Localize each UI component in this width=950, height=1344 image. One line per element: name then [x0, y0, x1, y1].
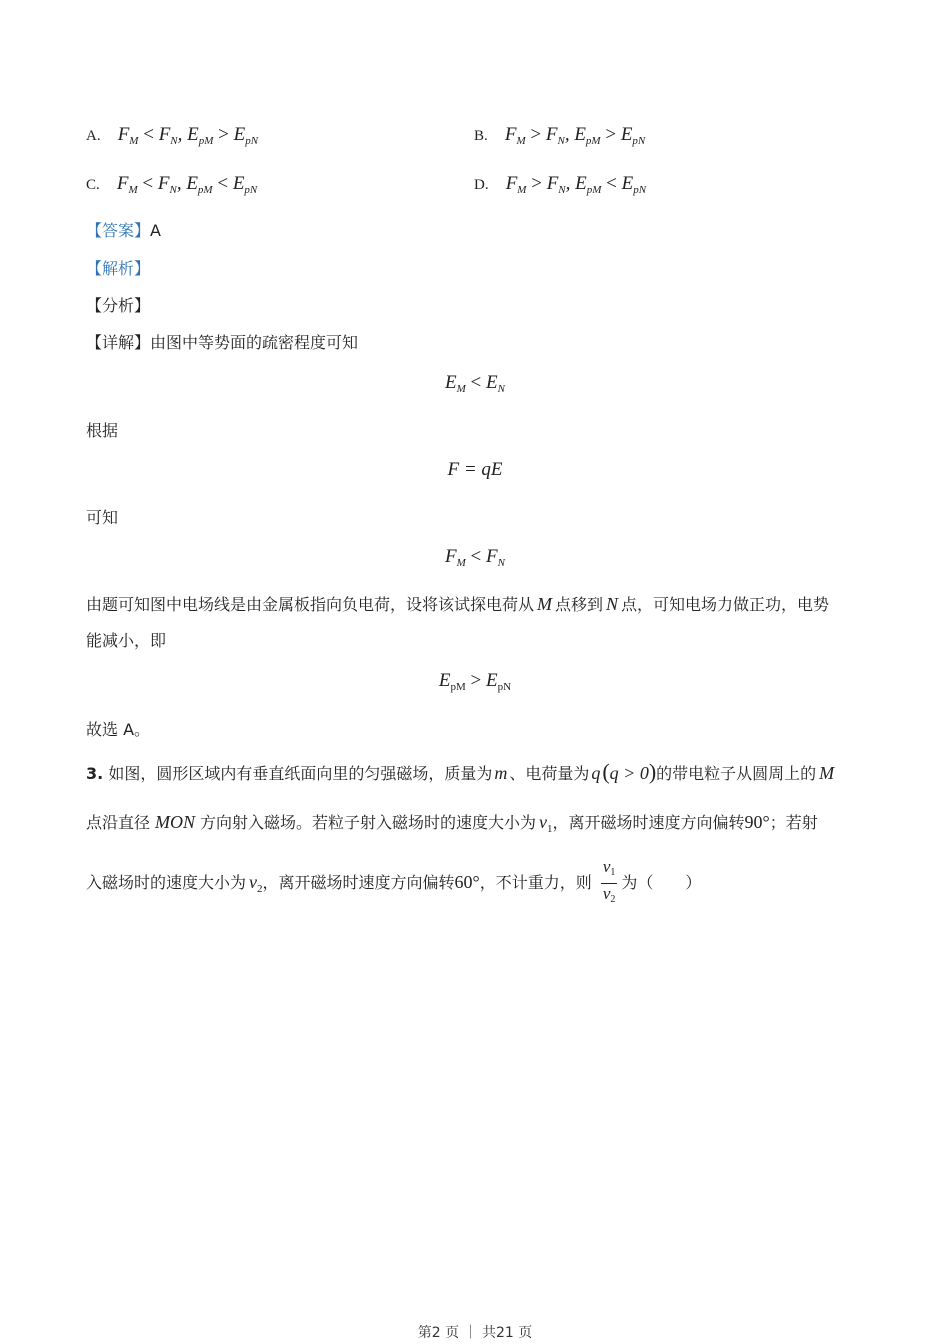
answer-tag: 【答案】	[86, 221, 151, 240]
conclusion-text: 故选 A。	[86, 720, 151, 739]
option-b	[474, 124, 645, 147]
paragraph-line-2: 能减小，即	[86, 631, 167, 650]
answer-line	[86, 218, 161, 241]
detail-tag: 【详解】	[86, 333, 151, 352]
option-label: A.	[86, 128, 101, 144]
option-d	[474, 173, 646, 196]
option-formula: $F_M < F_N$, $E_{pM} < E_{pN}$	[116, 173, 258, 196]
paragraph-line-1: 由题可知图中电场线是由金属板指向负电荷，设将该试探电荷从 M 点移到 N 点，可知电场力做正功，电势	[86, 594, 830, 614]
fenxi-tag: 【分析】	[86, 296, 151, 315]
option-formula: $F_M < F_N$, $E_{pM} > E_{pN}$	[117, 124, 259, 147]
question-3-line-3: 入磁场时的速度大小为 $v_2$，离开磁场时速度方向偏转60°，不计重力，则 $\frac{v_1}{v_2}$ 为（ ）	[86, 857, 701, 910]
option-formula: $F_M > F_N$, $E_{pM} < E_{pN}$	[505, 173, 647, 196]
equation-3: $F_M < F_N$	[445, 546, 505, 569]
option-label: D.	[474, 177, 489, 193]
detail-line	[86, 330, 358, 353]
velocity-ratio-fraction: $\frac{v_1}{v_2}$	[602, 857, 616, 905]
genju-text: 根据	[86, 421, 119, 440]
question-3-line-1: 3. 如图，圆形区域内有垂直纸面向里的匀强磁场，质量为 m 、电荷量为 q(q > 0)的带电粒子从圆周上的 M	[86, 759, 835, 784]
kezhi-text: 可知	[86, 508, 119, 527]
option-label: B.	[474, 128, 488, 144]
analysis-tag: 【解析】	[86, 259, 151, 278]
question-3-line-2: 点沿直径 MON 方向射入磁场。若粒子射入磁场时的速度大小为 $v_1$，离开磁场时速度方向偏转90°；若射	[86, 812, 818, 836]
equation-1: $E_M < E_N$	[445, 372, 505, 395]
option-a	[86, 124, 258, 147]
option-label: C.	[86, 177, 100, 193]
equation-2: F = qE	[447, 459, 503, 480]
option-c	[86, 173, 257, 196]
detail-text: 由图中等势面的疏密程度可知	[150, 333, 359, 352]
page-footer: 第2 页 ｜ 共21 页	[417, 1325, 533, 1341]
answer-value: A	[150, 221, 161, 240]
equation-4: $E_{pM} > E_{pN}$	[438, 670, 512, 693]
option-formula: $F_M > F_N$, $E_{pM} > E_{pN}$	[504, 124, 646, 147]
